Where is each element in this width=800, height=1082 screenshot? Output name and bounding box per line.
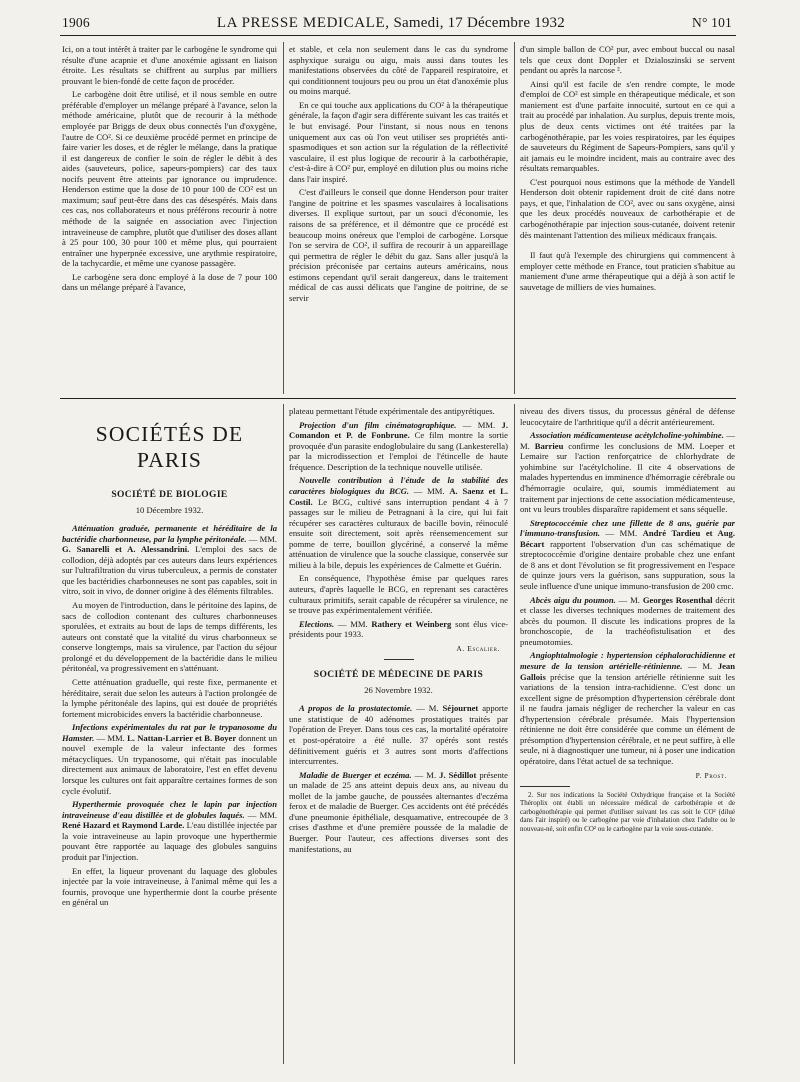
entry-text: présente un malade de 25 ans atteint depuis deux ans, au niveau du mollet de la jambe gauche, de poussées alternantes d'eczéma ferox et de maladie de Buerger. Ces accidents ont été précédés d'une pneumonie épithéliale, desquamative, entrecoupée de 3 crises d'asthme et d'une première poussée de la maladie de Buerger. Pour l'auteur, ces affections diverses sont des manifestations, au xyxy=(289,769,508,854)
report-entry xyxy=(62,799,277,862)
society-date: 26 Novembre 1932. xyxy=(364,684,433,695)
report-entry xyxy=(289,420,508,473)
entry-by: — M. xyxy=(412,703,443,714)
section-divider-rule xyxy=(60,398,736,399)
column-divider xyxy=(514,42,515,394)
report-entry xyxy=(520,518,735,592)
paragraph: Le carbogène sera donc employé à la dose de 7 pour 100 dans un mélange préparé à l'avance, xyxy=(62,271,277,293)
paragraph: Le carbogène doit être utilisé, et il nous semble en outre préférable d'employer un mélange préparé à l'avance, selon la méthode américaine, plutôt que de recourir à la méthode employée par Briggs de deux obus connectés l'un d'oxygène, l'autre de CO². Si ce deuxième procédé permet en principe de faire varier les doses, et de régler le mélange, dans la pratique il est dangereux de confier le soin de régler le débit à des aides (sauveteurs, police, sapeurs-pompiers) car des taux nocifs peuvent être atteints par ignorance ou imprudence. Henderson estime que la dose de 10 pour 100 de CO² est un maximum; sauf peut-être dans des cas désespérés. Mais dans ces cas, nos collaborateurs et nous préférons recourir à notre méthode de la saignée en association avec l'injection intraveineuse de camphre, plutôt que d'utiliser des doses allant à 25 pour 100, 30 pour 100 et même plus, qui pourraient entraîner une hyperpnée excessive, une arythmie respiratoire, de la tachycardie, et même une cyanose passagère. xyxy=(62,89,277,269)
report-entry xyxy=(289,770,508,855)
paragraph: En conséquence, l'hypothèse émise par quelques rares auteurs, d'après laquelle le BCG, en reprenant ses caractères culturaux primitifs, serait capable de récupérer sa virulence, ne se trouve pas expérimentalement vérifiée. xyxy=(289,573,508,616)
entry-authors: Rathery et Weinberg xyxy=(371,618,452,629)
entry-authors: L. Nattan-Larrier et B. Boyer xyxy=(127,732,237,743)
journal-name: LA PRESSE MEDICALE, xyxy=(216,15,390,31)
entry-by: — M. xyxy=(520,430,735,451)
report-entry xyxy=(289,703,508,766)
bottom-column-3 xyxy=(520,406,735,833)
entry-by: — MM. xyxy=(456,419,502,430)
paragraph: plateau permettant l'étude expérimentale des antipyrétiques. xyxy=(289,406,495,416)
entry-title: Elections. xyxy=(299,618,335,629)
entry-text: Le BCG, cultivé sans interruption pendant 4 à 7 passages sur le milieu de Petragnani à la cire, qui lui fait récupérer ses caractères culturaux de bacille bovin, réinoculé ensuite soit directement, soit après réensemencement sur pomme de terre, bouillon glycériné, a conservé la même atténuation de virulence que la souche classique, conservée sur milieu à la bile, depuis les expériences de Calmette et Guérin. xyxy=(289,496,508,570)
society-name: SOCIÉTÉ DE MÉDECINE DE PARIS xyxy=(313,670,484,681)
report-entry xyxy=(62,523,277,597)
column-divider xyxy=(283,42,284,394)
paragraph: Au moyen de l'introduction, dans le péritoine des lapins, de sacs de collodion contenant des cultures charbonneuses sporulées, et extraits au bout de laps de temps différents, les auteurs ont constaté que la vitalité du virus charbonneux se conserve longtemps, mais sa virulence, par l'action du séjour prolongé et du développement de la bactéridie dans le milieu péritonéal, va progressivement en s'atténuant. xyxy=(62,600,277,674)
entry-text: donnent un nouvel exemple de la valeur infectante des formes métacycliques. Un trypanosome, qui n'était pas inoculable directement aux animaux de laboratoire, l'est en effet devenu lorsque les cultures ont fait apparaître certaines formes de son cycle évolutif. xyxy=(62,732,278,796)
paragraph: Il faut qu'à l'exemple des chirurgiens qui commencent à employer cette méthode en France, tout praticien s'habitue au maniement d'une arme thérapeutique qui a déjà à son actif le sauvetage de milliers de vies humaines. xyxy=(520,250,735,292)
entry-title: Atténuation graduée, permanente et héréditaire de la bactéridie charbonneuse, par la lymphe péritonéale. xyxy=(62,523,277,544)
entry-by: — MM. xyxy=(334,618,372,629)
page-header xyxy=(62,14,732,34)
column-divider xyxy=(283,404,284,1064)
page-number: 1906 xyxy=(62,15,90,30)
entry-authors: A. Saenz et L. Costil. xyxy=(289,485,508,507)
entry-text: apporte une statistique de 40 adénomes prostatiques traités par l'opération de Freyer. Dans tous ces cas, la mortalité opératoire et post-opératoire a été nulle. 37 opérés sont restés définitivement guéris et 3 autres sont morts d'affections intercurrentes. xyxy=(289,703,508,767)
entry-by: — MM. xyxy=(94,732,128,743)
entry-authors: Jean Gallois xyxy=(520,660,735,682)
society-date: 10 Décembre 1932. xyxy=(135,504,204,515)
column-divider xyxy=(514,404,515,1064)
issue-number: N° 101 xyxy=(692,15,732,30)
top-column-3 xyxy=(520,44,735,295)
bottom-column-2 xyxy=(289,406,508,857)
entry-title: A propos de la prostatectomie. xyxy=(299,703,413,714)
paragraph: C'est d'ailleurs le conseil que donne Henderson pour traiter l'angine de poitrine et les spasmes vasculaires à localisations diverses. Il explique surtout, par un souci d'économie, les raisons de sa préférence, et il démontre que ce procédé est beaucoup moins onéreux que l'emploi de carbogène. Lorsque l'on se servira de CO², il suffira de recourir à un appareillage qui permettra de régler le débit du gaz. Sans aller jusqu'à la précision préconisée par certains auteurs américains, nous estimons cependant qu'il serait dangereux, dans le traitement médical de cas aussi délicats que l'angine de poitrine, de se servir xyxy=(289,187,508,303)
header-rule xyxy=(60,35,736,36)
entry-authors: G. Sanarelli et A. Alessandrini. xyxy=(62,544,190,555)
entry-title: Infections expérimentales du rat par le trypanosome du Hamster. xyxy=(62,722,277,743)
paragraph: d'un simple ballon de CO² pur, avec embout buccal ou nasal tels que ceux dont Doppler et Dzialoszinski se servent pendant ou après la narcose ². xyxy=(520,44,735,76)
report-entry xyxy=(62,722,277,796)
entry-authors: René Hazard et Raymond Larde. xyxy=(62,820,185,831)
entry-by: — MM. xyxy=(244,809,277,820)
entry-authors: J. Sédillot xyxy=(439,769,477,780)
report-entry xyxy=(520,650,735,766)
footnote: 2. Sur nos indications la Société Oxhydrique française et la Société Théroplix ont établi un nécessaire médical de carbothérapie et de carbogénothérapie qui permet d'utiliser suivant les cas soit le CO² (dilué dans l'air inspiré) ou le carbogène par voie d'inhalation chez l'adulte ou le nouveau-né, soit enfin CO² ou le carbogène par la voie sous-cutanée. xyxy=(520,790,735,833)
paragraph: et stable, et cela non seulement dans le cas du syndrome asphyxique suraigu ou aigu, mais aussi dans toutes les manifestations observées du côté de l'appareil respiratoire, et qui conditionnent toujours peu ou prou un état d'anoxémie plus ou moins marqué. xyxy=(289,44,508,97)
entry-text: Ce film montre la sortie provoquée d'un parasite endoglobulaire du sang (Lankesterella) par la microdissection et l'emploi de l'étincelle de haute fréquence. Description de la technique nouvelle utilisée. xyxy=(289,430,508,472)
entry-text: L'emploi des sacs de collodion, déjà adoptés par ces auteurs dans leurs expériences sur l'ultrafiltration du virus tuberculeux, a permis de constater que les bactéridies charbonneuses ne sont pas capables, soit in vitro, soit in vivo, de donner origine à des éléments filtrables. xyxy=(62,544,277,597)
entry-by: — MM. xyxy=(600,528,643,539)
entry-authors: Séjournet xyxy=(442,703,479,714)
paragraph: C'est pourquoi nous estimons que la méthode de Yandell Henderson doit obtenir rapidement droit de cité dans notre pays, et que, l'inhalation de CO², avec ou sans oxygène, ainsi que les deux procédés nouveaux de carbothérapie et de carbogénothérapie par injection sous-cutanée, doivent retenir dès maintenant l'attention des milieux médicaux français. xyxy=(520,176,735,240)
entry-by: — MM. xyxy=(409,485,450,496)
entry-text: sont élus vice-présidents pour 1933. xyxy=(289,618,508,640)
signature: A. Escalier. xyxy=(456,643,500,653)
entry-text: L'eau distillée injectée par la voie intraveineuse au lapin provoque une hyperthermie pouvant être rapportée au laquage des globules sanguins produit par l'injection. xyxy=(62,820,277,862)
entry-text: confirme les conclusions de MM. Loeper et Lemaire sur l'action renforçatrice de chlorhydrate de yohimbine sur l'acétylcholine. Il cite 4 observations de malades hypertendus en imminence d'hémorragie cérébrale ou d'hémorragie oculaire, qui, soumis immédiatement au traitement par injections de cette association médicamenteuse, ont vu leurs troubles disparaître rapidement et sans séquelle. xyxy=(520,440,735,515)
entry-authors: André Tardieu et Aug. Bécart xyxy=(520,528,735,549)
report-entry xyxy=(289,619,508,640)
entry-authors: Barrieu xyxy=(534,440,564,451)
report-entry xyxy=(520,595,735,648)
journal-title-line xyxy=(217,14,565,32)
entry-text: précise que la tension artérielle rétinienne suit les variations de la tension intra-rachidienne. C'est donc un excellent signe de présomption d'hypertension cérébrale dont il ne faudra jamais négliger de rechercher la valeur en cas d'hypertension cérébrale présumée. Mais l'hypertension rétinienne ne doit être considérée que comme un élément de présomption d'hypertension cérébrale, et ne peut suffire, à elle seule, ni à diagnostiquer une tumeur, ni à poser une indication opératoire, dans l'état actuel de sa technique. xyxy=(520,671,735,766)
entry-authors: Georges Rosenthal xyxy=(642,594,713,605)
entry-title: Projection d'un film cinématographique. xyxy=(299,419,457,430)
entry-text: rapportent l'observation d'un cas schématique de streptococcémie d'origine dentaire probable chez une enfant de 8 ans et dont l'évolution se fit progressivement en l'espace de quinze jours vers la guérison, sans suppuration, sous la seule influence d'une unique immuno-transfusion de 200 cmc. xyxy=(520,538,735,591)
paragraph: niveau des divers tissus, du processus général de défense leucocytaire de l'arthritique qu'il a décrit antérieurement. xyxy=(520,406,735,427)
top-column-1 xyxy=(62,44,277,296)
section-title: SOCIÉTÉS DE PARIS xyxy=(95,422,244,473)
entry-title: Maladie de Buerger et eczéma. xyxy=(299,769,412,780)
entry-by: — MM. xyxy=(246,533,278,544)
bottom-column-1 xyxy=(62,403,277,911)
signature: P. Prost. xyxy=(695,770,727,780)
entry-authors: J. Comandon et P. de Fonbrune. xyxy=(289,419,508,441)
issue-date: Samedi, 17 Décembre 1932 xyxy=(393,15,565,31)
entry-title: Streptococcémie chez une fillette de 8 ans, guérie par l'immuno-transfusion. xyxy=(520,517,735,539)
report-entry xyxy=(520,430,735,515)
short-divider xyxy=(384,659,414,660)
entry-title: Hyperthermie provoquée chez le lapin par injection intraveineuse d'eau distillée et de globules laqués. xyxy=(62,799,277,820)
entry-text: décrit et classe les diverses techniques modernes de traitement des abcès du poumon. Il discute les indications propres de la bronchoscopie, de la trachéofistulisation et des pneumotomies. xyxy=(520,594,735,647)
entry-by: — M. xyxy=(615,594,643,605)
entry-title: Angiophtalmologie : hypertension céphalorachidienne et mesure de la tension artérielle-rétinienne. xyxy=(520,650,735,671)
entry-title: Association médicamenteuse acétylcholine-yohimbine. xyxy=(530,430,724,441)
paragraph: En effet, la liqueur provenant du laquage des globules injectée par la voie intraveineuse, à l'animal même qui les a fournis, provoque une hyperthermie dont la courbe présente en général un xyxy=(62,865,277,908)
paragraph: Ainsi qu'il est facile de s'en rendre compte, le mode d'emploi de CO² est simple en thérapeutique médicale, et son maniement est d'une parfaite innocuité, surtout en ce qui a trait au procédé par inhalation. Au surplus, depuis trente mois, plus de deux cents victimes ont été traitées par la carbogénothérapie, par les voies respiratoires, par les équipes de sauveteurs du Régiment de Sapeurs-Pompiers, sans qu'il y ait jamais eu le moindre incident, mais au contraire avec des résultats remarquables. xyxy=(520,78,735,174)
entry-title: Abcès aigu du poumon. xyxy=(530,594,616,605)
entry-by: — M. xyxy=(682,660,718,671)
entry-title: Nouvelle contribution à l'étude de la stabilité des caractères biologiques du BCG. xyxy=(289,475,508,496)
paragraph: Ici, on a tout intérêt à traiter par le carbogène le syndrome qui résulte d'une acapnie et d'une anoxémie agissant en liaison étroite. Les résultats se chiffrent au surplus par milliers prouvant le bien-fondé de cette façon de procéder. xyxy=(62,44,277,86)
top-column-2 xyxy=(289,44,508,307)
report-entry xyxy=(289,475,508,570)
footnote-rule xyxy=(520,786,570,787)
entry-by: — M. xyxy=(411,769,440,780)
paragraph: En ce qui touche aux applications du CO² à la thérapeutique générale, la façon d'agir sera différente suivant les cas traités et le but envisagé. Pour l'instant, si nous nous en tenons uniquement aux cas où l'on veut utiliser ses propriétés anti-spasmodiques et son action sur la régulation de la réflectivité vasculaire, il est plus logique de recourir à la carbothérapie, c'est-à-dire à CO² pur, employé en dilution plus ou moins riche dans l'air inspiré. xyxy=(289,99,508,184)
paragraph: Cette atténuation graduelle, qui reste fixe, permanente et héréditaire, serait due selon les auteurs à l'action prolongée de la lymphe péritonéale des lapins, qui est douée de propriétés fortement microbicides envers la bactéridie charbonneuse. xyxy=(62,676,277,719)
society-name: SOCIÉTÉ DE BIOLOGIE xyxy=(111,489,228,500)
